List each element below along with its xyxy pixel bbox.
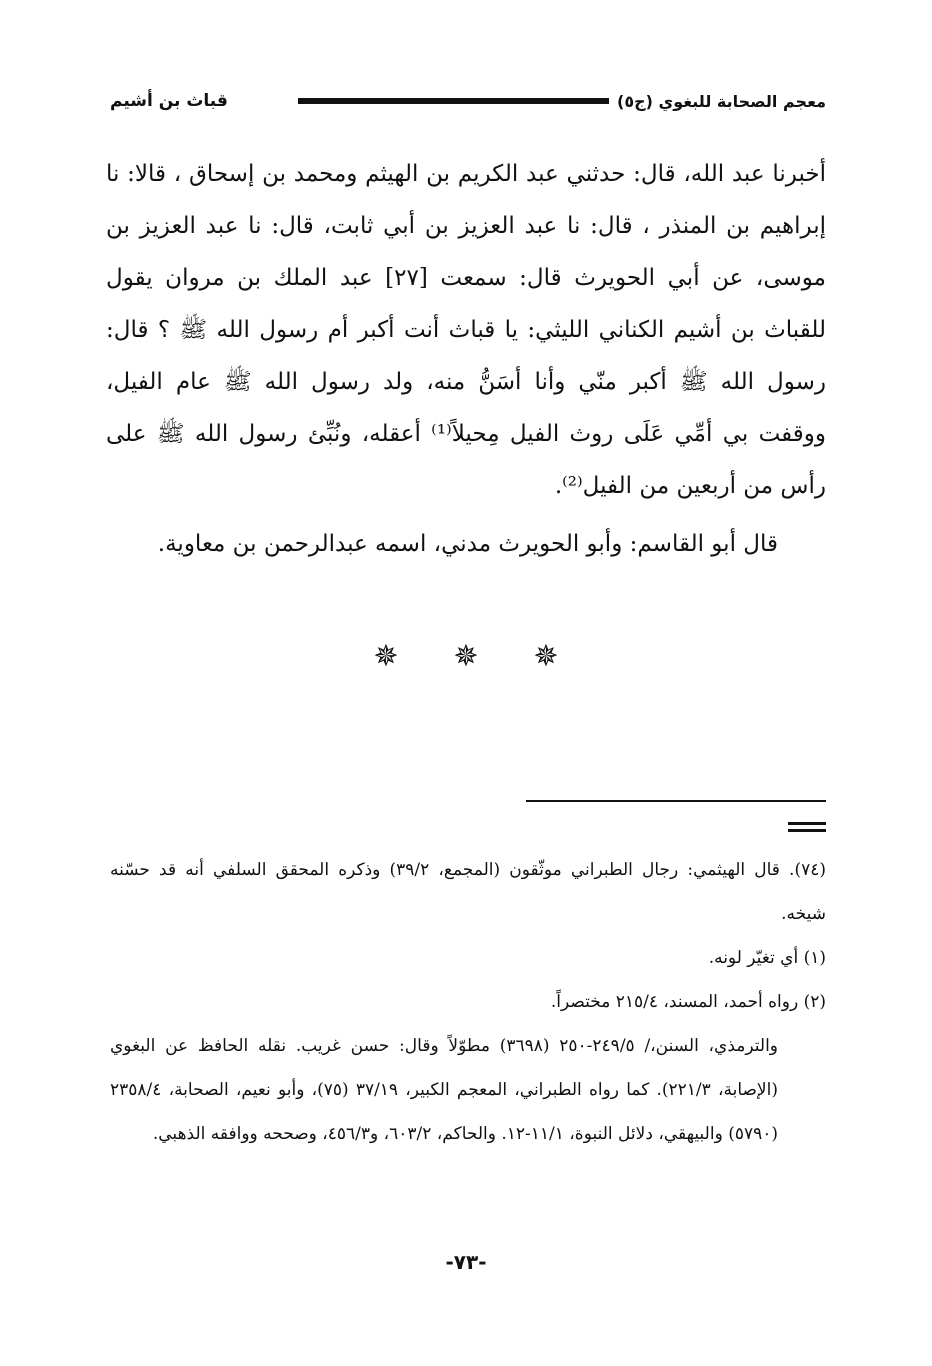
footnotes — [110, 848, 826, 1156]
footnote-double-rule — [788, 822, 826, 832]
star-ornament-icon: ✵ — [373, 639, 399, 674]
star-ornament-icon: ✵ — [453, 639, 479, 674]
footnote-1: (١) أي تغيّر لونه. — [708, 948, 826, 968]
section-separator — [0, 640, 932, 674]
chapter-title: قباث بن أشيم — [110, 91, 228, 111]
running-header — [110, 86, 826, 116]
closing-paragraph: قال أبو القاسم: وأبو الحويرث مدني، اسمه عبدالرحمن بن معاوية. — [157, 531, 778, 557]
footnote-rule — [526, 800, 826, 802]
main-text — [106, 148, 826, 570]
footnote-74: (٧٤). قال الهيثمي: رجال الطبراني موثّقون (المجمع، ٣٩/٢) وذكره المحقق السلفي أنه قد حسّنه شيخه. — [110, 860, 826, 924]
hadith-paragraph: أخبرنا عبد الله، قال: حدثني عبد الكريم بن الهيثم ومحمد بن إسحاق ، قالا: نا إبراهيم بن المنذر ، قال: نا عبد العزيز بن أبي ثابت، قال: نا عبد العزيز بن موسى، عن أبي الحويرث قال: سمعت [٢٧] عبد الملك بن مروان يقول للقباث بن أشيم الكناني الليثي: يا قباث أنت أكبر أم رسول الله ﷺ ؟ قال: رسول الله ﷺ أكبر منّي وأنا أسَنُّ منه، ولد رسول الله ﷺ عام الفيل، ووقفت بي أمِّي عَلَى روث الفيل مِحيلاً⁽¹⁾ أعقله، ونُبِّئ رسول الله ﷺ على رأس من أربعين من الفيل⁽²⁾. — [106, 161, 827, 499]
footnote-2-continued: والترمذي، السنن،/ ٢٤٩/٥-٢٥٠ (٣٦٩٨) مطوّلاً وقال: حسن غريب. نقله الحافظ عن البغوي (الإصابة، ٢٢١/٣). كما رواه الطبراني، المعجم الكبير، ٣٧/١٩ (٧٥)، وأبو نعيم، الصحابة، ٢٣٥٨/٤ (٥٧٩٠) والبيهقي، دلائل النبوة، ١١/١-١٢. والحاكم، ٦٠٣/٢، و٤٥٦/٣، وصححه ووافقه الذهبي. — [110, 1036, 779, 1144]
footnote-2: (٢) رواه أحمد، المسند، ٢١٥/٤ مختصراً. — [550, 992, 826, 1012]
page-number: -٧٣- — [445, 1250, 487, 1274]
header-rule — [298, 98, 609, 104]
book-title: معجم الصحابة للبغوي (ج٥) — [617, 91, 826, 111]
star-ornament-icon: ✵ — [533, 639, 559, 674]
